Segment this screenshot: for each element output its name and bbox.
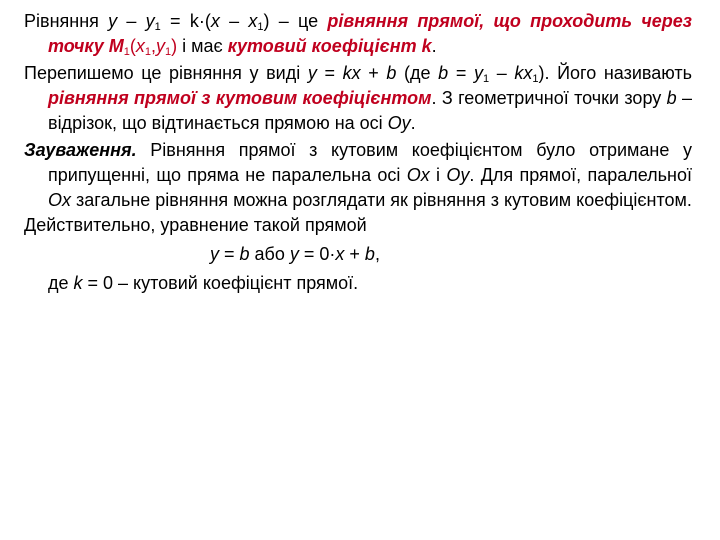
axis-ox: Ox	[406, 165, 430, 185]
highlight-term: рівняння прямої з кутовим коефіцієнтом	[48, 88, 432, 108]
text: де	[48, 273, 74, 293]
text: .	[431, 36, 437, 56]
text: –	[489, 63, 515, 83]
subscript: 1	[144, 46, 151, 58]
text: +	[344, 244, 365, 264]
axis-oy: Oy	[446, 165, 470, 185]
var-y: y	[289, 244, 299, 264]
text: і має	[177, 36, 228, 56]
remark-label: Зауваження.	[24, 140, 137, 160]
var-x: x	[210, 11, 220, 31]
text: = k·(	[160, 11, 211, 31]
text: Перепишемо це рівняння у виді	[24, 63, 308, 83]
text: =	[448, 63, 474, 83]
text: ) – це	[263, 11, 328, 31]
var-y: y	[307, 63, 317, 83]
var-y: y	[473, 63, 483, 83]
highlight-term: рівняння прямої, що проходить через точку	[48, 11, 692, 56]
text: (де	[396, 63, 439, 83]
point-label: M	[103, 36, 124, 56]
subscript: 1	[154, 21, 161, 33]
var-y: y	[155, 36, 165, 56]
axis-ox: Ox	[48, 190, 72, 210]
text: =	[219, 244, 240, 264]
text: . З геометричної точки зору	[431, 88, 667, 108]
subscript: 1	[123, 46, 130, 58]
text: =	[316, 63, 343, 83]
paragraph-slope-intercept	[24, 61, 692, 136]
var-b: b	[666, 88, 677, 108]
text: = 0·	[298, 244, 336, 264]
var-b: b	[386, 63, 397, 83]
text: )	[171, 36, 178, 56]
var-b: b	[239, 244, 250, 264]
text: .	[410, 113, 416, 133]
text: (	[129, 36, 136, 56]
var-y: y	[145, 11, 155, 31]
var-y: y	[108, 11, 118, 31]
var-b: b	[364, 244, 375, 264]
subscript: 1	[482, 73, 490, 85]
text: і	[429, 165, 447, 185]
var-kx: kx	[342, 63, 361, 83]
var-x: x	[135, 36, 145, 56]
text: Рівняння прямої з кутовим коефіцієнтом було отримане у припущенні, що пряма не паралельна осі	[48, 140, 692, 185]
paragraph-remark	[24, 138, 692, 238]
text: –	[219, 11, 249, 31]
paragraph-point-slope	[24, 9, 692, 59]
text: . Для прямої, паралельної	[469, 165, 692, 185]
text: загальне рівняння можна розглядати як рівняння з кутовим коефіцієнтом.	[71, 190, 692, 210]
var-x: x	[335, 244, 345, 264]
text: ,	[150, 36, 156, 56]
text: ,	[374, 244, 380, 264]
subscript: 1	[164, 46, 172, 58]
text: = 0 – кутовий коефіцієнт прямої.	[82, 273, 359, 293]
text: – відрізок, що відтинається прямою на осі	[48, 88, 693, 133]
text: або	[249, 244, 290, 264]
var-y: y	[210, 244, 219, 264]
text: Рівняння	[24, 11, 109, 31]
subscript: 1	[532, 73, 539, 85]
subscript: 1	[257, 21, 264, 33]
var-k: k	[73, 273, 83, 293]
text: ). Його називають	[538, 63, 692, 83]
var-x: x	[248, 11, 258, 31]
paragraph-where	[24, 271, 692, 296]
text: +	[360, 63, 387, 83]
text-line: Действительно, уравнение такой прямой	[24, 215, 367, 235]
var-b: b	[438, 63, 449, 83]
var-kx: kx	[514, 63, 533, 83]
formula-horizontal-line	[24, 242, 692, 267]
axis-oy: Oy	[387, 113, 411, 133]
text: –	[117, 11, 146, 31]
highlight-term: кутовий коефіцієнт k	[227, 36, 432, 56]
